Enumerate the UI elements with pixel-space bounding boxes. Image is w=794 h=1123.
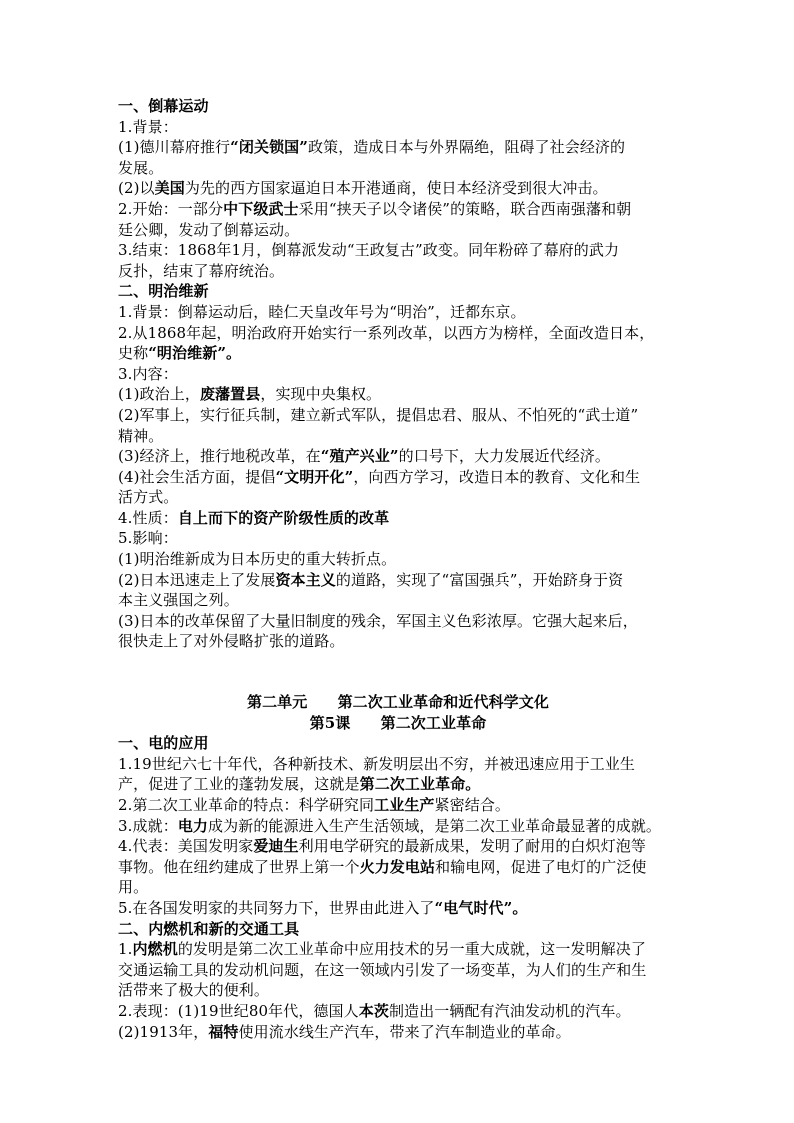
document-page — [118, 96, 678, 1042]
text-run: 3.成就： — [118, 816, 178, 835]
emphasis-text: 资本主义 — [275, 570, 336, 589]
text-run: 5.在各国发明家的共同努力下，世界由此进入了 — [118, 898, 435, 917]
text-line — [118, 774, 678, 795]
text-line: 1.19世纪六七十年代，各种新技术、新发明层出不穷，并被迅速应用于工业生 — [118, 754, 636, 773]
emphasis-text: 福特 — [208, 1022, 239, 1041]
text-run: 政策，造成日本与外界隔绝，阻碍了社会经济的 — [308, 138, 626, 157]
text-run: 4.性质： — [118, 508, 178, 527]
text-run: (1)政治上， — [118, 385, 200, 404]
text-run: 的口号下，大力发展近代经济。 — [398, 447, 611, 466]
text-line: 很快走上了对外侵略扩张的道路。 — [118, 632, 345, 651]
text-run: ，实现中央集权。 — [260, 385, 382, 404]
lesson-title: 第5课 第二次工业革命 — [309, 713, 487, 732]
text-line: 用。 — [118, 878, 149, 897]
text-line — [118, 508, 678, 529]
text-line — [118, 570, 678, 591]
text-run: 紧密结合。 — [434, 796, 511, 814]
text-line — [118, 836, 678, 857]
text-run: (1)德川幕府推行 — [118, 138, 231, 157]
text-run: (2)日本迅速走上了发展 — [118, 570, 276, 589]
text-line: 发展。 — [118, 158, 164, 177]
emphasis-text: “闭关锁国” — [230, 138, 309, 157]
text-line: 活带来了极大的便利。 — [118, 981, 270, 1000]
emphasis-text: 第二次工业革命。 — [359, 775, 481, 794]
section-body — [118, 302, 678, 652]
text-run: 2.第二次工业革命的特点：科学研究同 — [118, 796, 375, 814]
text-line — [118, 939, 678, 960]
text-run: 产，促进了工业的蓬勃发展，这就是 — [118, 775, 360, 794]
text-line: 反扑，结束了幕府统治。 — [118, 261, 285, 280]
text-line: 精神。 — [118, 426, 164, 445]
text-run: 和输电网，促进了电灯的广泛使 — [435, 857, 647, 876]
emphasis-text: 内燃机 — [132, 940, 178, 959]
section-heading: 二、明治维新 — [118, 282, 209, 301]
section-heading: 一、倒幕运动 — [118, 97, 209, 115]
text-line — [118, 857, 678, 878]
text-line — [118, 446, 678, 467]
unit-title: 第二单元 第二次工业革命和近代科学文化 — [246, 693, 549, 712]
section-body — [118, 754, 678, 919]
text-run: 2.表现：(1)19世纪80年代，德国人 — [118, 1001, 359, 1020]
text-line: 1.背景： — [118, 117, 178, 136]
text-run: 采用“挟天子以令诸侯”的策略，联合西南强藩和朝 — [298, 199, 632, 218]
text-line: 交通运输工具的发动机问题，在这一领域内引发了一场变革，为人们的生产和生 — [118, 960, 647, 979]
text-line — [118, 1022, 678, 1043]
text-line — [118, 898, 678, 919]
emphasis-text: 爱迪生 — [253, 837, 299, 856]
text-run: 4.代表：美国发明家 — [118, 837, 254, 856]
text-run: 利用电学研究的最新成果，发明了耐用的白炽灯泡等 — [298, 837, 646, 856]
text-line — [118, 137, 678, 158]
emphasis-text: 电力 — [177, 816, 209, 835]
text-run: 1. — [118, 940, 133, 959]
section-heading: 一、电的应用 — [118, 734, 209, 753]
text-line — [118, 467, 678, 488]
text-run: (2)以 — [118, 179, 155, 198]
emphasis-text: 自上而下的资产阶级性质的改革 — [177, 508, 390, 527]
emphasis-text: 废藩置县 — [199, 385, 261, 404]
text-line: 廷公卿，发动了倒幕运动。 — [118, 220, 300, 239]
text-line: 3.结束：1868年1月，倒幕派发动“王政复古”政变。同年粉碎了幕府的武力 — [118, 241, 620, 260]
emphasis-text: 工业生产 — [374, 796, 435, 814]
emphasis-text: “文明开化” — [275, 467, 354, 486]
emphasis-text: “明治维新”。 — [148, 344, 242, 363]
text-line: 本主义强国之列。 — [118, 591, 239, 610]
text-run: 史称 — [118, 344, 149, 363]
text-run: 的道路，实现了“富国强兵”，开始跻身于资 — [335, 570, 624, 589]
text-line — [118, 199, 678, 220]
text-run: (2)1913年， — [118, 1022, 209, 1041]
emphasis-text: 美国 — [154, 179, 185, 198]
text-run: 2.开始：一部分 — [118, 199, 224, 218]
text-line — [118, 343, 678, 364]
text-run: (3)经济上，推行地税改革，在 — [118, 447, 321, 466]
emphasis-text: 本茨 — [358, 1001, 389, 1020]
text-run: 为先的西方国家逼迫日本开港通商，使日本经济受到很大冲击。 — [184, 179, 608, 198]
text-run: ，向西方学习，改造日本的教育、文化和生 — [353, 467, 641, 486]
text-line: (1)明治维新成为日本历史的重大转折点。 — [118, 550, 397, 569]
text-line — [118, 1001, 678, 1022]
section-heading: 二、内燃机和新的交通工具 — [118, 919, 300, 938]
text-run: 成为新的能源进入生产生活领域，是第二次工业革命最显著的成就。 — [208, 816, 662, 835]
text-run: 事物。他在纽约建成了世界上第一个 — [118, 857, 360, 876]
text-line: 活方式。 — [118, 488, 179, 507]
text-line: 1.背景：倒幕运动后，睦仁天皇改年号为“明治”，迁都东京。 — [118, 302, 526, 321]
emphasis-text: 火力发电站 — [359, 857, 436, 876]
text-line: (3)日本的改革保留了大量旧制度的残余，军国主义色彩浓厚。它强大起来后， — [118, 611, 638, 630]
text-line — [118, 384, 678, 405]
text-line — [118, 178, 678, 199]
section-body — [118, 939, 678, 1042]
text-line: 3.内容： — [118, 364, 178, 383]
emphasis-text: 中下级武士 — [223, 199, 299, 218]
text-run: 制造出一辆配有汽油发动机的汽车。 — [388, 1001, 631, 1020]
text-line: 2.从1868年起，明治政府开始实行一系列改革，以西方为榜样，全面改造日本， — [118, 323, 655, 342]
text-run: 使用流水线生产汽车，带来了汽车制造业的革命。 — [238, 1022, 571, 1041]
text-line: (2)军事上，实行征兵制，建立新式军队，提倡忠君、服从、不怕死的“武士道” — [118, 405, 639, 424]
emphasis-text: “殖产兴业” — [320, 447, 399, 466]
text-line: 5.影响： — [118, 529, 178, 548]
spacer — [118, 652, 678, 692]
section-body — [118, 117, 678, 282]
text-line — [118, 795, 678, 816]
text-run: 的发明是第二次工业革命中应用技术的另一重大成就，这一发明解决了 — [177, 940, 646, 959]
emphasis-text: “电气时代”。 — [434, 898, 528, 917]
text-run: (4)社会生活方面，提倡 — [118, 467, 276, 486]
text-line — [118, 816, 678, 837]
